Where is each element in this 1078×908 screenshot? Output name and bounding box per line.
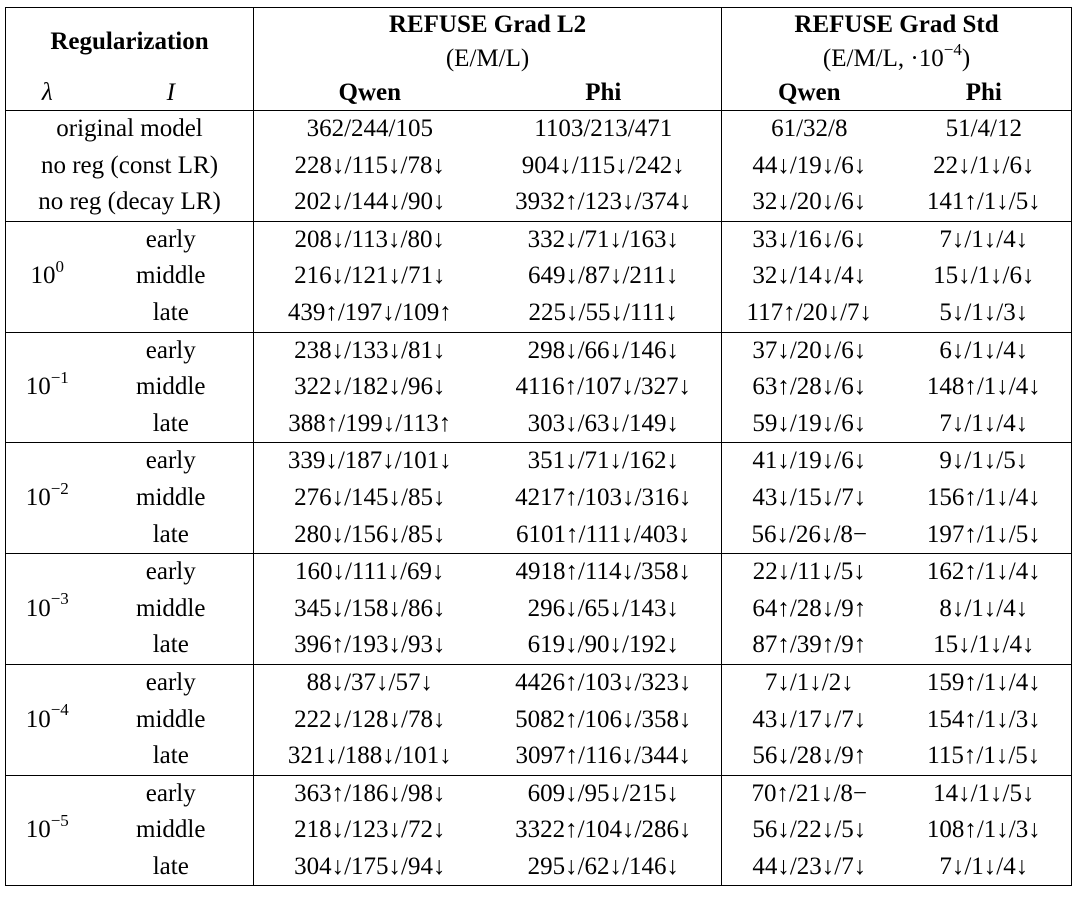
l2-phi-cell: 332↓/71↓/163↓ [486, 221, 722, 258]
l2-qwen-cell: 439↑/197↓/109↑ [287, 298, 452, 326]
l2-qwen-cell: 322↓/182↓/96↓ [294, 373, 446, 401]
table-row [6, 406, 1072, 443]
table-row [6, 849, 1072, 886]
l2-phi-cell: 3097↑/116↓/344↓ [486, 738, 722, 775]
l2-phi-cell: 5082↑/106↓/358↓ [486, 702, 722, 739]
table-row [6, 184, 1072, 221]
std-phi-cell: 51/4/12 [897, 111, 1072, 148]
std-phi-cell: 159↑/1↓/4↓ [897, 664, 1072, 701]
lambda-base: 10 [25, 594, 51, 622]
l2-header-subtitle: (E/M/L) [254, 42, 722, 76]
std-phi-cell: 6↓/1↓/4↓ [897, 332, 1072, 369]
lambda-exponent: −5 [50, 810, 69, 830]
l2-phi-cell: 6101↑/111↓/403↓ [486, 517, 722, 554]
std-qwen-cell: 56↓/26↓/8− [751, 520, 868, 548]
std-phi-cell: 162↑/1↓/4↓ [897, 554, 1072, 591]
interval-label: late [89, 627, 254, 664]
std-phi-cell: 5↓/1↓/3↓ [939, 298, 1029, 326]
l2-qwen-cell: 160↓/111↓/69↓ [254, 554, 486, 591]
interval-label: late [89, 295, 254, 332]
l2-phi-cell: 4918↑/114↓/358↓ [486, 554, 722, 591]
l2-phi-cell: 351↓/71↓/162↓ [486, 443, 722, 480]
std-phi-cell: 197↑/1↓/5↓ [926, 520, 1041, 548]
l2-qwen-cell: 208↓/113↓/80↓ [254, 221, 486, 258]
baseline-label: original model [6, 111, 254, 148]
interval-label: late [89, 738, 254, 775]
std-qwen-cell: 7↓/1↓/2↓ [722, 664, 897, 701]
interval-label: middle [89, 369, 254, 406]
std-qwen-cell: 56↓/22↓/5↓ [752, 816, 867, 844]
l2-phi-cell: 296↓/65↓/143↓ [486, 591, 722, 628]
std-phi-cell: 154↑/1↓/3↓ [926, 705, 1041, 733]
interval-label: early [89, 443, 254, 480]
table-row [6, 295, 1072, 332]
baseline-label: no reg (decay LR) [6, 184, 254, 221]
std-qwen-cell: 32↓/20↓/6↓ [752, 188, 867, 216]
interval-label: late [89, 406, 254, 443]
interval-label: early [89, 332, 254, 369]
l2-qwen-cell: 88↓/37↓/57↓ [254, 664, 486, 701]
lambda-base: 10 [25, 483, 51, 511]
std-qwen-cell: 43↓/17↓/7↓ [752, 705, 867, 733]
lambda-value [6, 775, 89, 886]
std-phi-cell: 9↓/1↓/5↓ [897, 443, 1072, 480]
lambda-value [6, 443, 89, 554]
l2-phi-cell: 904↓/115↓/242↓ [486, 148, 722, 185]
table-row [6, 591, 1072, 628]
l2-qwen-cell: 362/244/105 [254, 111, 486, 148]
lambda-exponent: −3 [50, 589, 69, 609]
std-phi-cell: 15↓/1↓/4↓ [933, 631, 1035, 659]
l2-qwen-cell: 238↓/133↓/81↓ [254, 332, 486, 369]
l2-qwen-cell: 218↓/123↓/72↓ [294, 816, 446, 844]
lambda-exponent: −1 [50, 367, 69, 387]
l2-phi-cell: 298↓/66↓/146↓ [486, 332, 722, 369]
std-header-subtitle: (E/M/L, $\cdot 10^{-4}$) [822, 39, 971, 72]
std-qwen-cell: 41↓/19↓/6↓ [722, 443, 897, 480]
l2-phi-cell: 649↓/87↓/211↓ [486, 258, 722, 295]
std-qwen-cell: 61/32/8 [722, 111, 897, 148]
baseline-label: no reg (const LR) [6, 148, 254, 185]
std-phi-cell: 148↑/1↓/4↓ [926, 373, 1041, 401]
std-phi-header: Phi [965, 79, 1002, 106]
interval-label: early [89, 775, 254, 812]
lambda-base: 10 [25, 705, 51, 733]
lambda-exponent: −2 [50, 478, 69, 498]
std-phi-cell: 7↓/1↓/4↓ [897, 221, 1072, 258]
std-qwen-cell: 59↓/19↓/6↓ [752, 409, 867, 437]
lambda-value [6, 554, 89, 665]
l2-qwen-cell: 222↓/128↓/78↓ [294, 705, 446, 733]
table-row [6, 111, 1072, 148]
l2-phi-cell: 295↓/62↓/146↓ [486, 849, 722, 886]
std-qwen-cell: 117↑/20↓/7↓ [746, 298, 873, 326]
table-row [6, 738, 1072, 775]
interval-label: early [89, 664, 254, 701]
std-phi-cell: 8↓/1↓/4↓ [939, 594, 1029, 622]
table-row [6, 148, 1072, 185]
l2-qwen-cell: 363↑/186↓/98↓ [254, 775, 486, 812]
regularization-header: Regularization [6, 8, 254, 77]
table-row [6, 554, 1072, 591]
interval-label: late [89, 849, 254, 886]
l2-header-title: REFUSE Grad L2 [254, 8, 722, 43]
table-row [6, 664, 1072, 701]
interval-label: early [89, 554, 254, 591]
std-qwen-cell: 56↓/28↓/9↑ [752, 742, 867, 770]
interval-label: middle [89, 258, 254, 295]
l2-phi-header: Phi [486, 76, 722, 111]
lambda-value [6, 664, 89, 775]
l2-phi-cell: 3932↑/123↓/374↓ [486, 184, 722, 221]
l2-qwen-cell: 396↑/193↓/93↓ [294, 631, 446, 659]
l2-qwen-cell: 304↓/175↓/94↓ [294, 852, 446, 880]
table-body [6, 111, 1072, 886]
l2-phi-cell: 619↓/90↓/192↓ [486, 627, 722, 664]
std-phi-cell: 7↓/1↓/4↓ [939, 852, 1029, 880]
lambda-base: 10 [25, 816, 51, 844]
lambda-base: 10 [25, 373, 51, 401]
l2-phi-cell: 4426↑/103↓/323↓ [486, 664, 722, 701]
lambda-value [6, 221, 89, 332]
interval-label: late [89, 517, 254, 554]
l2-qwen-cell: 216↓/121↓/71↓ [294, 262, 446, 290]
table-row [6, 369, 1072, 406]
table-row [6, 702, 1072, 739]
std-qwen-cell: 32↓/14↓/4↓ [752, 262, 867, 290]
table-row [6, 443, 1072, 480]
std-qwen-cell: 22↓/11↓/5↓ [722, 554, 897, 591]
l2-phi-cell: 225↓/55↓/111↓ [486, 295, 722, 332]
std-qwen-cell: 70↑/21↓/8− [722, 775, 897, 812]
table-row [6, 812, 1072, 849]
lambda-exponent: 0 [55, 257, 64, 277]
lambda-header: λ [41, 79, 53, 106]
l2-qwen-cell: 202↓/144↓/90↓ [294, 188, 446, 216]
table-row [6, 775, 1072, 812]
std-phi-cell: 14↓/1↓/5↓ [897, 775, 1072, 812]
std-qwen-cell: 37↓/20↓/6↓ [722, 332, 897, 369]
table-header [6, 8, 1072, 111]
interval-label: middle [89, 480, 254, 517]
std-phi-cell: 7↓/1↓/4↓ [939, 409, 1029, 437]
interval-header: I [89, 76, 254, 111]
std-phi-cell: 115↑/1↓/5↓ [927, 742, 1041, 770]
table-row [6, 258, 1072, 295]
l2-qwen-cell: 321↓/188↓/101↓ [287, 742, 452, 770]
l2-qwen-cell: 339↓/187↓/101↓ [254, 443, 486, 480]
std-phi-cell: 22↓/1↓/6↓ [933, 151, 1035, 179]
l2-phi-cell: 303↓/63↓/149↓ [486, 406, 722, 443]
l2-qwen-cell: 276↓/145↓/85↓ [294, 483, 446, 511]
l2-qwen-cell: 388↑/199↓/113↑ [288, 409, 452, 437]
std-phi-cell: 108↑/1↓/3↓ [926, 816, 1041, 844]
interval-label: middle [89, 591, 254, 628]
table-row [6, 627, 1072, 664]
std-qwen-cell: 64↑/28↓/9↑ [752, 594, 867, 622]
interval-label: middle [89, 812, 254, 849]
std-qwen-cell: 43↓/15↓/7↓ [752, 483, 867, 511]
l2-phi-cell: 3322↑/104↓/286↓ [486, 812, 722, 849]
l2-qwen-cell: 345↓/158↓/86↓ [294, 594, 446, 622]
std-qwen-cell: 87↑/39↑/9↑ [752, 631, 867, 659]
l2-phi-cell: 1103/213/471 [486, 111, 722, 148]
std-qwen-cell: 44↓/19↓/6↓ [752, 151, 867, 179]
interval-label: early [89, 221, 254, 258]
std-header-title: REFUSE Grad Std [794, 11, 999, 38]
table-row [6, 480, 1072, 517]
l2-phi-cell: 4217↑/103↓/316↓ [486, 480, 722, 517]
results-table [5, 7, 1072, 886]
std-phi-cell: 141↑/1↓/5↓ [926, 188, 1041, 216]
lambda-value [6, 332, 89, 443]
results-table-container [5, 7, 1072, 886]
std-qwen-header: Qwen [778, 79, 841, 106]
l2-qwen-header: Qwen [338, 79, 402, 106]
lambda-exponent: −4 [50, 700, 69, 720]
std-phi-cell: 15↓/1↓/6↓ [933, 262, 1035, 290]
std-qwen-cell: 33↓/16↓/6↓ [722, 221, 897, 258]
table-row [6, 517, 1072, 554]
l2-qwen-cell: 228↓/115↓/78↓ [294, 151, 445, 179]
l2-qwen-cell: 280↓/156↓/85↓ [294, 520, 446, 548]
table-row [6, 332, 1072, 369]
lambda-base: 10 [30, 262, 56, 290]
std-phi-cell: 156↑/1↓/4↓ [926, 483, 1041, 511]
interval-label: middle [89, 702, 254, 739]
table-row [6, 221, 1072, 258]
l2-phi-cell: 609↓/95↓/215↓ [486, 775, 722, 812]
std-qwen-cell: 63↑/28↓/6↓ [752, 373, 867, 401]
std-qwen-cell: 44↓/23↓/7↓ [752, 852, 867, 880]
l2-phi-cell: 4116↑/107↓/327↓ [486, 369, 722, 406]
